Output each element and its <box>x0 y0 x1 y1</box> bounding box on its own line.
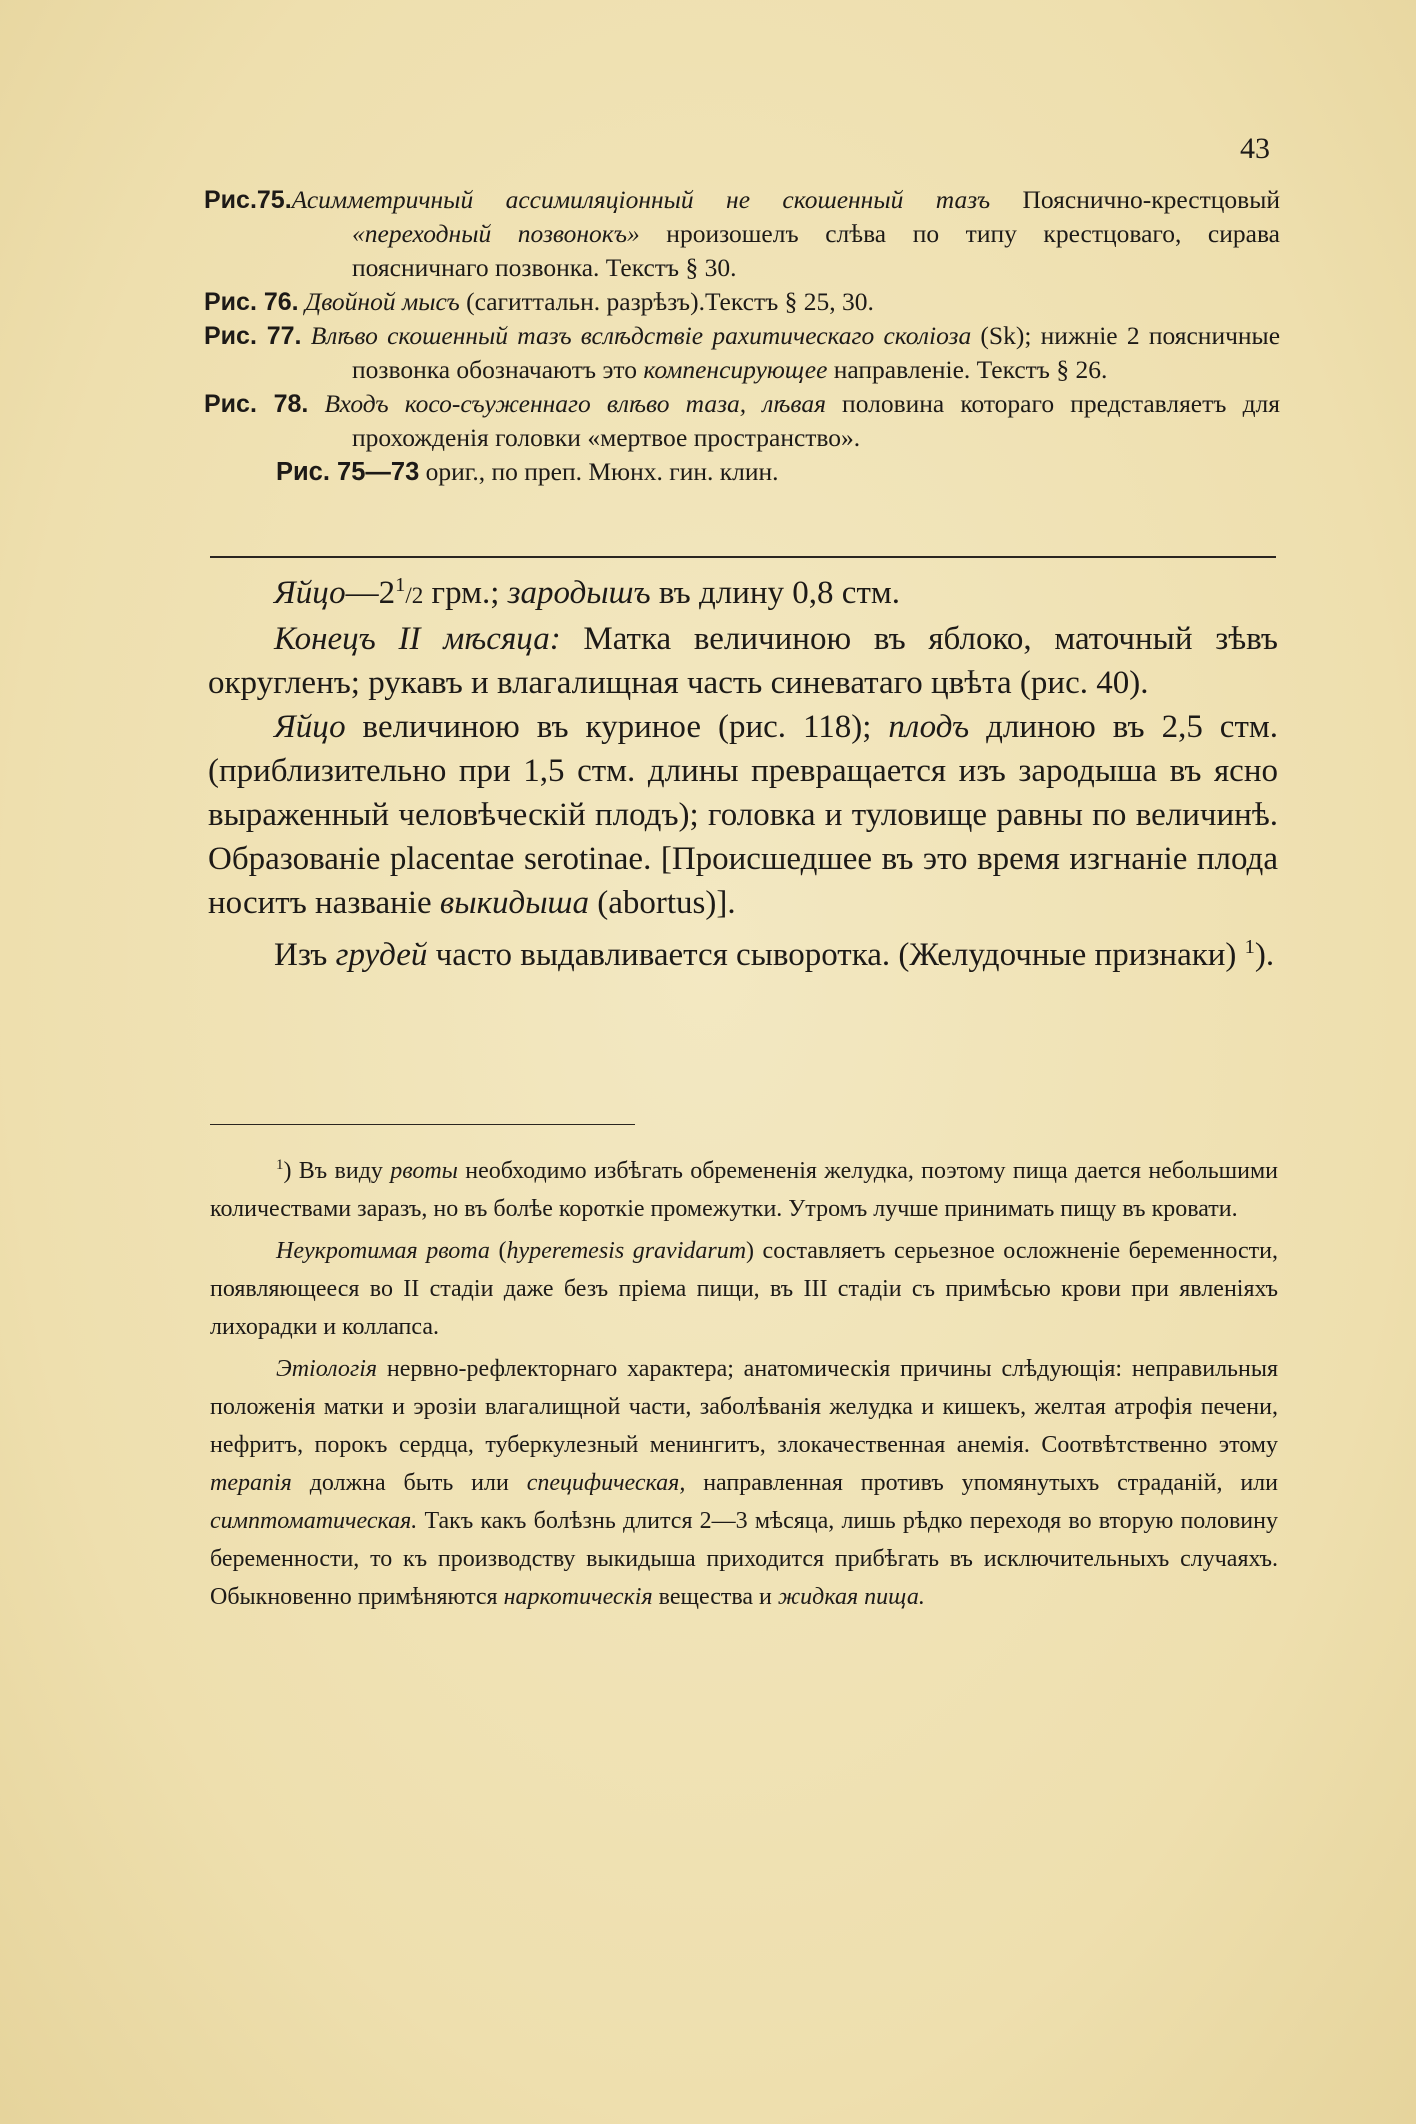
text: (abortus)]. <box>588 885 736 921</box>
text: ) составляетъ серьезное осложненіе беременности, появляющееся во II стадіи даже безъ пріема пищи, въ III стадіи съ примѣсью крови при явленіяхъ лихорадки и коллапса. <box>210 1238 1278 1340</box>
text: вещества и <box>652 1584 778 1610</box>
text: направленная противъ упомянутыхъ страданій, или <box>685 1470 1278 1496</box>
footnote-1 <box>210 1146 1278 1228</box>
caption-label: Рис. 76. <box>204 288 299 316</box>
text: Матка величиною въ яблоко, маточный зѣвъ округленъ; рукавъ и влагалищная часть синеватаго цвѣта (рис. 40). <box>208 621 1278 701</box>
text: въ длину 0,8 стм. <box>650 575 901 611</box>
text: —2 <box>345 575 396 611</box>
text: должна быть или <box>291 1470 527 1496</box>
fraction: /2 <box>405 582 424 608</box>
term: hyperemesis gravidarum <box>506 1238 747 1264</box>
caption-label: Рис.75. <box>204 186 292 214</box>
term: терапія <box>210 1470 292 1496</box>
term: зародышъ <box>507 575 651 611</box>
page-number: 43 <box>1240 132 1270 165</box>
caption-source-note <box>204 455 1280 489</box>
footnote-ref: 1 <box>1244 936 1255 958</box>
text: величиною въ куриное (рис. 118); <box>345 709 889 745</box>
caption-fig-78 <box>204 387 1280 455</box>
term: жидкая пища. <box>777 1584 925 1610</box>
text: ) Въ виду <box>283 1158 391 1184</box>
term: симптоматическая. <box>210 1508 418 1534</box>
paragraph-egg-size <box>274 563 1278 617</box>
caption-text: ориг., по преп. Мюнх. гин. клин. <box>419 457 779 486</box>
text: ). <box>1254 937 1275 973</box>
term: специфическая, <box>526 1470 686 1496</box>
text: часто выдавливается сыворотка. (Желудочные признаки) <box>427 937 1245 973</box>
footnote-divider <box>210 1124 635 1125</box>
footnote-mark: 1 <box>276 1157 284 1173</box>
term: Яйцо <box>274 575 346 611</box>
caption-label: Рис. 77. <box>204 322 302 350</box>
paragraph-breasts <box>208 925 1278 977</box>
caption-text: Асимметричный ассимиляціонный не скошенный тазъ <box>291 185 991 214</box>
paragraph-month-end <box>208 617 1278 705</box>
term: Этіологія <box>276 1356 378 1382</box>
text: ( <box>489 1238 507 1264</box>
term: Конецъ II мѣсяца: <box>274 621 561 657</box>
section-divider <box>210 556 1276 558</box>
caption-text: Двойной мысъ <box>304 287 460 316</box>
text: Такъ какъ болѣзнь длится 2—3 мѣсяца, лишь рѣдко переходя во вторую половину беременности, то къ производству выкидыша приходится прибѣгать въ исключительныхъ случаяхъ. Обыкновенно примѣняются <box>210 1508 1278 1610</box>
caption-fig-77 <box>204 319 1280 387</box>
text: нервно-рефлекторнаго характера; анатомическія причины слѣдующія: неправильныя положенія матки и эрозіи влагалищной части, заболѣванія желудка и кишекъ, желтая атрофія печени, нефритъ, порокъ сердца, туберкулезный менингитъ, злокачественная анемія. Соотвѣтственно этому <box>210 1356 1278 1458</box>
caption-text: (сагиттальн. разрѣзъ).Текстъ § 25, 30. <box>459 287 874 316</box>
footnote-etiology <box>210 1350 1278 1616</box>
term: Неукротимая рвота <box>276 1238 490 1264</box>
text: грм.; <box>423 575 508 611</box>
caption-text: направленіе. Текстъ § 26. <box>827 355 1108 384</box>
figure-captions <box>204 183 1280 489</box>
caption-text: Входъ косо-съуженнаго влѣво таза, лѣвая <box>324 389 826 418</box>
caption-text: компенсирующее <box>643 355 828 384</box>
caption-label: Рис. 78. <box>204 390 309 418</box>
caption-fig-75 <box>204 183 1280 285</box>
term: выкидыша <box>439 885 589 921</box>
paragraph-fetus <box>208 705 1278 925</box>
term: Яйцо <box>274 709 346 745</box>
caption-text: нроизошелъ слѣва по типу крестцоваго, сирава поясничнаго позвонка. Текстъ § 30. <box>352 219 1280 282</box>
caption-text: «переходный позвонокъ» <box>352 219 640 248</box>
term: наркотическія <box>503 1584 653 1610</box>
caption-text: Влѣво скошенный тазъ вслѣдствіе рахитическаго сколіоза <box>310 321 972 350</box>
main-text <box>208 563 1278 977</box>
term: плодъ <box>888 709 970 745</box>
text: длиною въ 2,5 стм. (приблизительно при 1,5 стм. длины превращается изъ зародыша въ ясно выраженный человѣческій плодъ); головка и туловище равны по величинѣ. Образованіе placentae serotinae. [Происшедшее въ это время изгнаніе плода носитъ названіе <box>208 709 1278 921</box>
text: необходимо избѣгать обремененія желудка, поэтому пища дается небольшими количествами заразъ, но въ болѣе короткіе промежутки. Утромъ лучше принимать пищу въ кровати. <box>210 1158 1278 1222</box>
footnote-hyperemesis <box>210 1232 1278 1346</box>
term: грудей <box>335 937 428 973</box>
caption-text: Пояснично-крестцовый <box>990 185 1280 214</box>
caption-label: Рис. 75—73 <box>276 458 420 486</box>
caption-fig-76 <box>204 285 1280 319</box>
term: рвоты <box>390 1158 458 1184</box>
caption-text: половина котораго представляетъ для прохожденія головки «мертвое пространство». <box>352 389 1280 452</box>
text: Изъ <box>274 937 336 973</box>
caption-text: (Sk); нижніе 2 поясничные позвонка обозначаютъ это <box>352 321 1281 384</box>
footnotes <box>210 1146 1278 1620</box>
superscript: 1 <box>395 574 406 596</box>
